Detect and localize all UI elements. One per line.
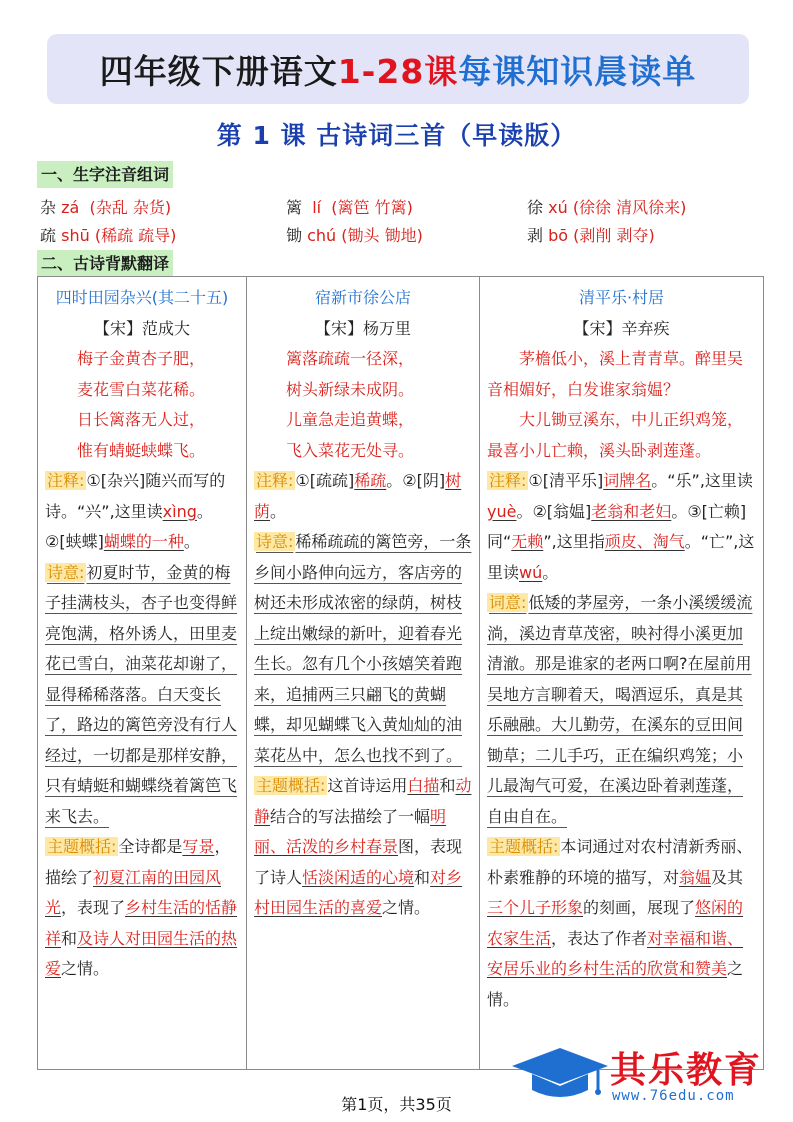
poem-column-1 xyxy=(38,277,246,1069)
char-entry: 剥 bō (剥削 剥夺) xyxy=(527,226,655,245)
poem-meaning: 诗意: 稀稀疏疏的篱笆旁，一条乡间小路伸向远方，客店旁的树还未形成浓密的绿荫，树枝上绽出嫩绿的新叶，迎着春光生长。忽有几个小孩嬉笑着跑来，追捕两三只翩飞的黄蝴蝶，却见蝴蝶飞入黄灿灿的油菜花丛中，怎么也找不到了。 xyxy=(254,532,472,765)
meaning-label: 诗意: xyxy=(256,532,294,551)
poem-line: 篱落疏疏一径深， xyxy=(286,349,415,368)
poem-notes: 注释: ①[清平乐]词牌名。“乐”,这里读yuè。②[翁媪]老翁和老妇。③[亡赖]同“无赖”,这里指顽皮、淘气。“亡”,这里读wú。 xyxy=(487,471,755,582)
poem-title: 四时田园杂兴(其二十五) xyxy=(55,288,229,307)
notes-label: 注释: xyxy=(47,471,85,490)
poem-meaning: 诗意: 初夏时节，金黄的梅子挂满枝头，杏子也变得鲜亮饱满，格外诱人，田里麦花已雪白，油菜花却谢了，显得稀稀落落。白天变长了，路边的篱笆旁没有行人经过，一切都是那样安静，只有蜻蜓和蝴蝶绕着篱笆飞来飞去。 xyxy=(45,562,238,826)
meaning-label: 词意: xyxy=(489,593,527,612)
theme-label: 主题概括: xyxy=(489,837,559,856)
poem-title: 宿新市徐公店 xyxy=(314,288,411,307)
poem-column-2 xyxy=(246,277,479,1069)
header-banner xyxy=(47,34,749,104)
char-entry: 锄 chú (锄头 锄地) xyxy=(286,226,423,245)
notes-label: 注释: xyxy=(256,471,294,490)
char-entry: 杂 zá (杂乱 杂货) xyxy=(40,198,172,217)
section-title-poems: 二、古诗背默翻译 xyxy=(37,250,173,277)
poem-line: 梅子金黄杏子肥， xyxy=(77,349,206,368)
page-number: 第1页，共35页 xyxy=(341,1095,452,1114)
lesson-title: 第 1 课 古诗词三首（早读版） xyxy=(216,121,577,150)
poem-line: 儿童急走追黄蝶， xyxy=(286,410,415,429)
poem-title: 清平乐·村居 xyxy=(578,288,665,307)
poem-line: 日长篱落无人过， xyxy=(77,410,206,429)
poem-author: 【宋】辛弃疾 xyxy=(573,318,670,338)
poem-line: 麦花雪白菜花稀。 xyxy=(77,379,206,399)
char-entry: 疏 shū (稀疏 疏导) xyxy=(40,226,177,245)
char-entry: 篱 lí (篱笆 竹篱) xyxy=(286,198,413,217)
poem-line: 飞入菜花无处寻。 xyxy=(286,440,415,460)
poem-theme: 主题概括: 本词通过对农村清新秀丽、朴素雅静的环境的描写，对翁媪及其三个儿子形象的刻画，展现了悠闲的农家生活，表达了作者对幸福和谐、安居乐业的乡村生活的欣赏和赞美之情。 xyxy=(487,837,753,1009)
poem-theme: 主题概括: 全诗都是写景，描绘了初夏江南的田园风光，表现了乡村生活的恬静祥和及诗人对田园生活的热爱之情。 xyxy=(45,837,238,978)
notes-label: 注释: xyxy=(489,471,527,490)
theme-label: 主题概括: xyxy=(256,776,326,795)
poem-notes: 注释: ①[杂兴]随兴而写的诗。“兴”,这里读xìng。②[蛱蝶]蝴蝶的一种。 xyxy=(45,471,226,551)
brand-url: www.76edu.com xyxy=(612,1088,735,1104)
brand-name: 其乐教育 xyxy=(610,1050,763,1091)
poem-line: 树头新绿未成阴。 xyxy=(286,379,415,399)
section-title-characters: 一、生字注音组词 xyxy=(37,161,173,188)
header-title-part1: 四年级下册语文 xyxy=(99,51,338,91)
poem-table xyxy=(37,276,764,1070)
meaning-label: 诗意: xyxy=(47,562,85,582)
poem-line: 大儿锄豆溪东，中儿正织鸡笼，最喜小儿亡赖，溪头卧剥莲蓬。 xyxy=(487,410,744,460)
poem-meaning: 词意: 低矮的茅屋旁，一条小溪缓缓流淌，溪边青草茂密，映衬得小溪更加清澈。那是谁家的老两口啊?在屋前用吴地方言聊着天，喝酒逗乐，真是其乐融融。大儿勤劳，在溪东的豆田间锄草；二儿手巧，正在编织鸡笼；小儿最淘气可爱，在溪边卧着剥莲蓬，自由自在。 xyxy=(487,593,753,826)
theme-label: 主题概括: xyxy=(47,837,117,856)
header-title-part3: 每课知识晨读单 xyxy=(458,51,697,91)
poem-column-3 xyxy=(479,277,763,1069)
poem-author: 【宋】范成大 xyxy=(93,318,190,338)
poem-author: 【宋】杨万里 xyxy=(314,318,411,338)
poem-notes: 注释: ①[疏疏]稀疏。②[阴]树荫。 xyxy=(254,471,462,521)
poem-line: 茅檐低小，溪上青青草。醉里吴音相媚好，白发谁家翁媪？ xyxy=(487,349,744,399)
header-title-part2: 1-28课 xyxy=(337,51,459,91)
char-entry: 徐 xú (徐徐 清风徐来) xyxy=(527,198,687,217)
poem-theme: 主题概括: 这首诗运用白描和动静结合的写法描绘了一幅明丽、活泼的乡村春景图，表现了诗人恬淡闲适的心境和对乡村田园生活的喜爱之情。 xyxy=(254,776,472,917)
poem-line: 惟有蜻蜓蛱蝶飞。 xyxy=(77,440,206,460)
